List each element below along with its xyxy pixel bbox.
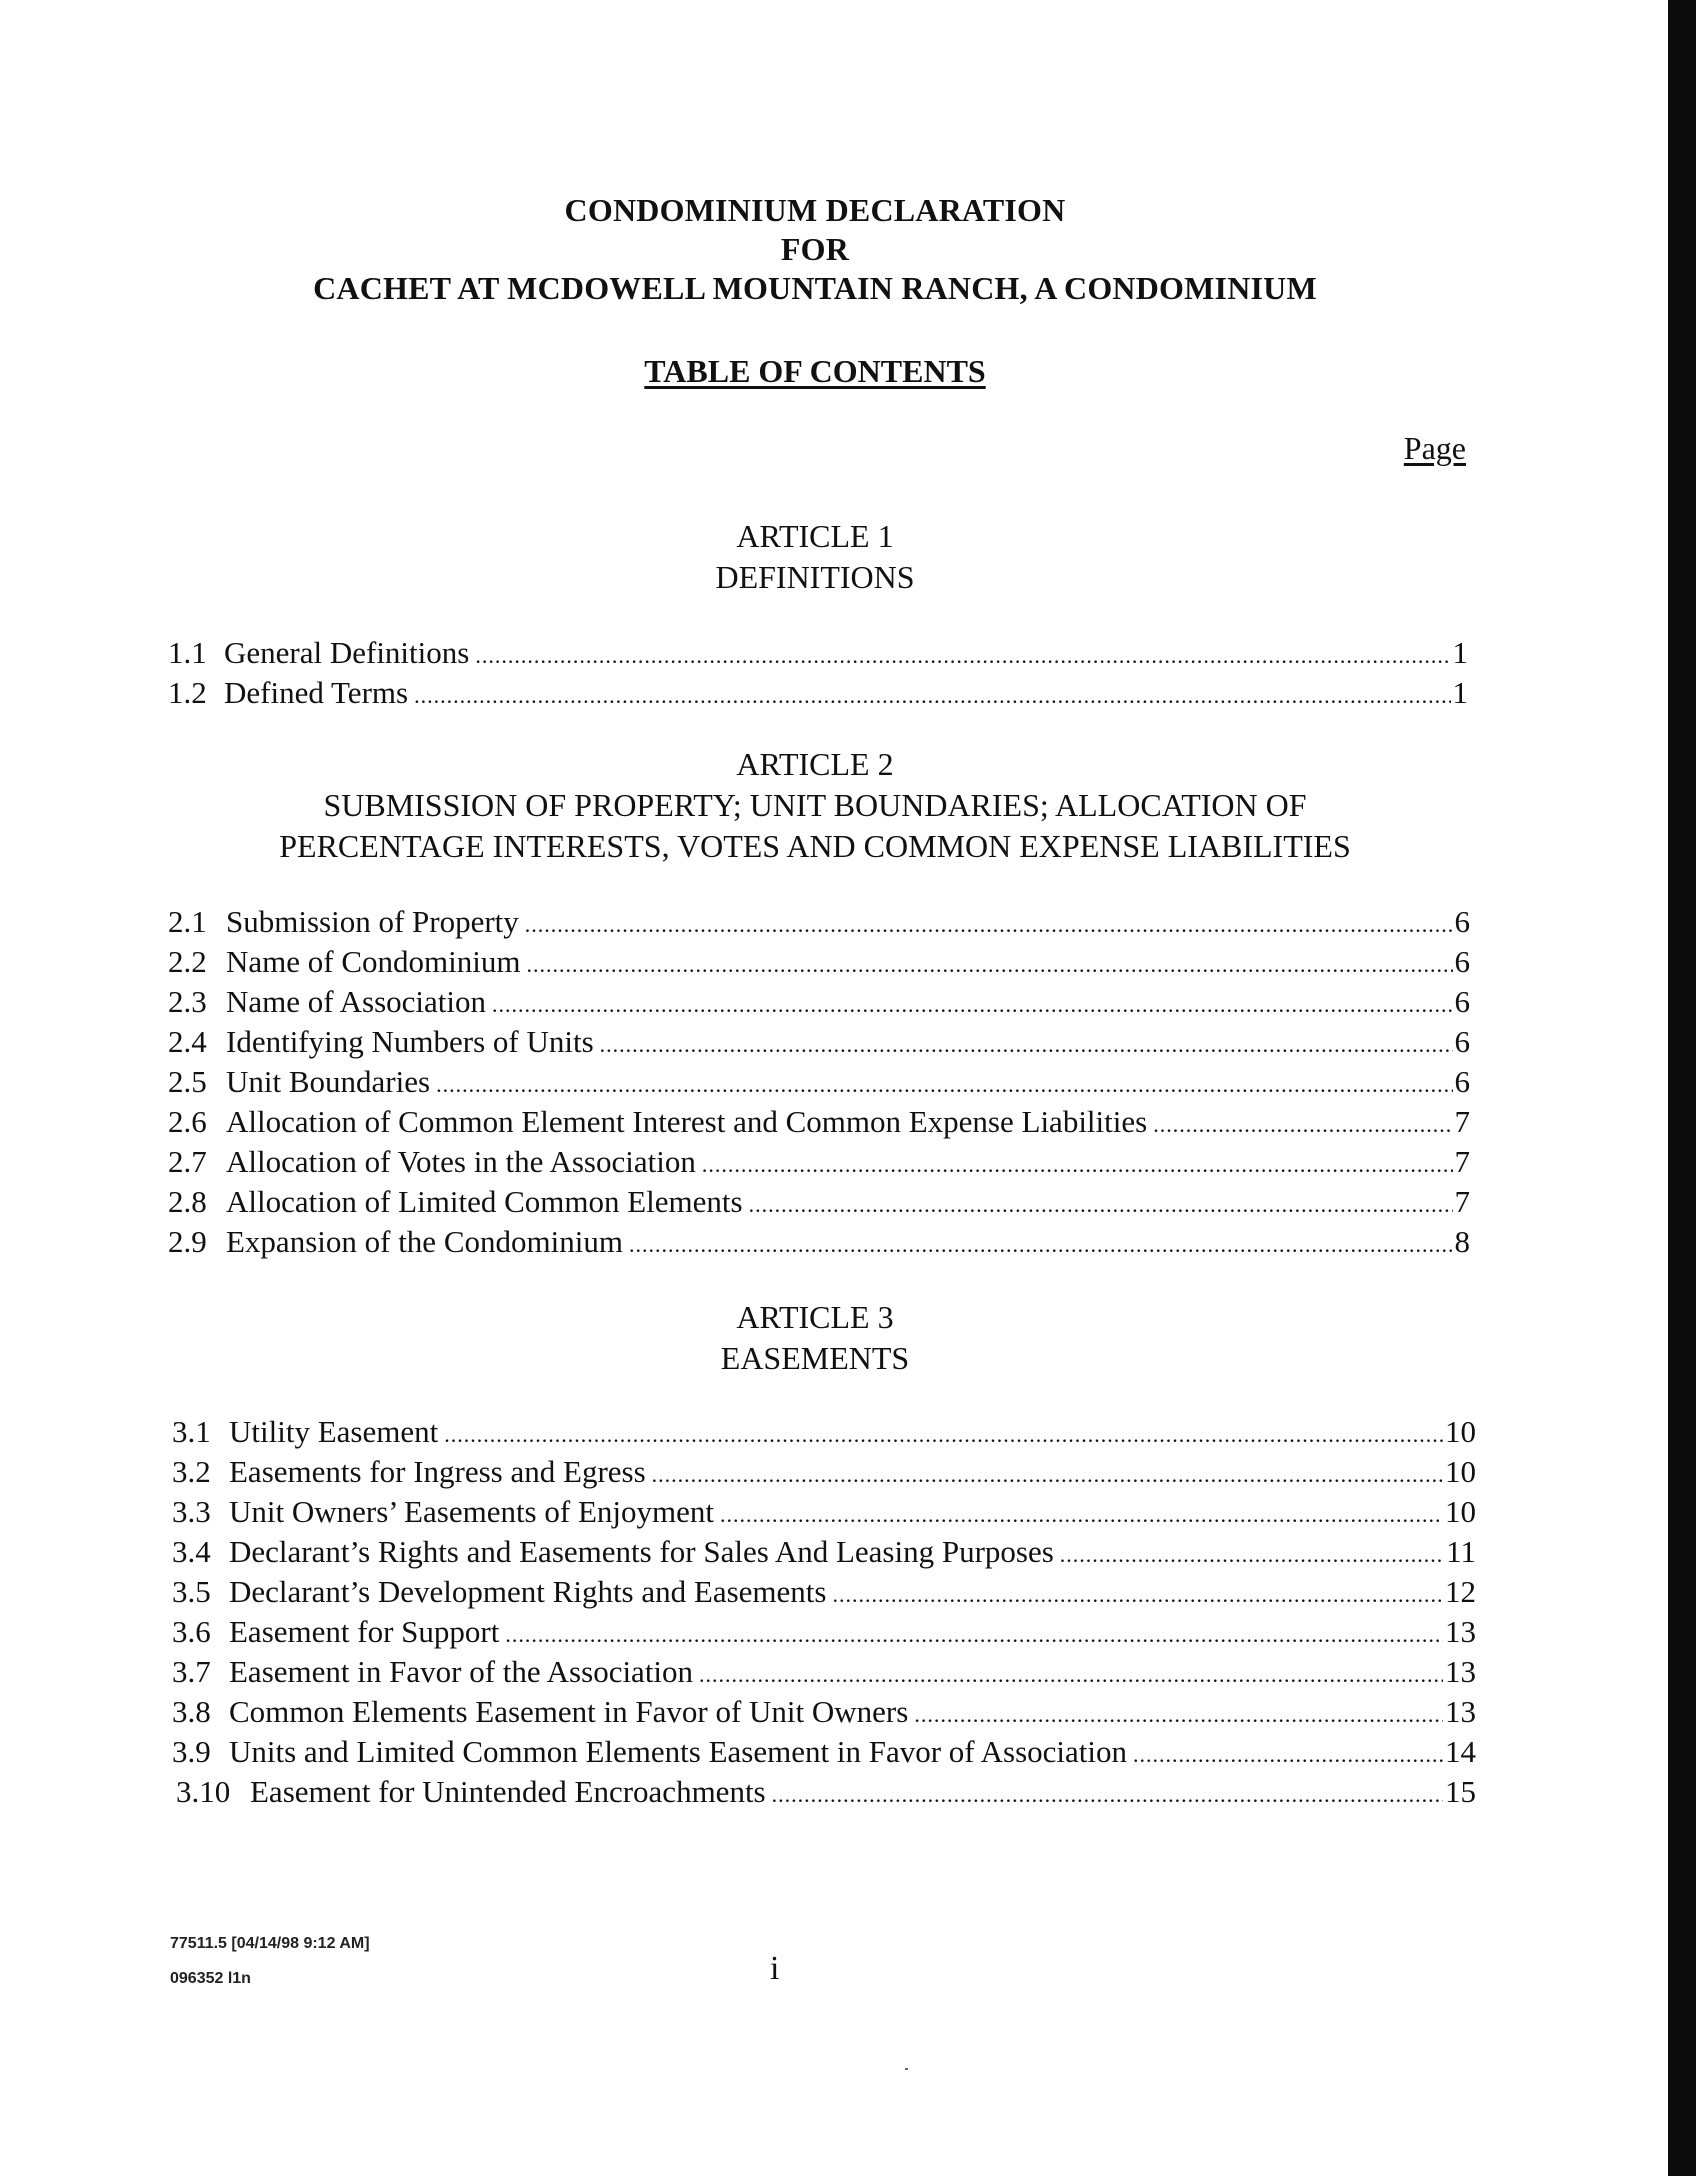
title-line-3: CACHET AT MCDOWELL MOUNTAIN RANCH, A CONDOMINIUM xyxy=(313,270,1317,306)
leader-dots xyxy=(525,912,1453,938)
entry-page: 13 xyxy=(1445,1694,1476,1729)
entry-page: 7 xyxy=(1454,1104,1470,1139)
leader-dots xyxy=(720,1502,1443,1528)
entry-title: Expansion of the Condominium xyxy=(226,1224,623,1259)
entry-page: 1 xyxy=(1452,675,1468,710)
toc-entry[interactable] xyxy=(168,1024,1470,1064)
entry-title: Unit Owners’ Easements of Enjoyment xyxy=(229,1494,714,1529)
leader-dots xyxy=(914,1702,1443,1728)
entry-page: 6 xyxy=(1454,984,1470,1019)
entry-number: 3.5 xyxy=(172,1574,211,1609)
article-3-heading: ARTICLE 3 xyxy=(736,1299,894,1335)
entry-page: 13 xyxy=(1445,1654,1476,1689)
toc-entry[interactable] xyxy=(168,1224,1470,1264)
entry-number: 1.1 xyxy=(168,635,207,670)
toc-entry[interactable] xyxy=(172,1574,1476,1614)
toc-heading xyxy=(0,353,1630,390)
entry-number: 2.7 xyxy=(168,1144,207,1179)
entry-number: 3.2 xyxy=(172,1454,211,1489)
toc-entry[interactable] xyxy=(172,1414,1476,1454)
entry-page: 11 xyxy=(1446,1534,1476,1569)
entry-title: Easements for Ingress and Egress xyxy=(229,1454,646,1489)
entry-number: 2.3 xyxy=(168,984,207,1019)
article-1-subtitle: DEFINITIONS xyxy=(715,559,915,595)
entry-page: 10 xyxy=(1445,1494,1476,1529)
entry-title: Allocation of Votes in the Association xyxy=(226,1144,696,1179)
toc-heading-text: TABLE OF CONTENTS xyxy=(644,353,986,389)
leader-dots xyxy=(629,1232,1453,1258)
entry-title: Defined Terms xyxy=(224,675,409,710)
entry-number: 2.2 xyxy=(168,944,207,979)
entry-number: 2.5 xyxy=(168,1064,207,1099)
leader-dots xyxy=(749,1192,1453,1218)
entry-title: Easement in Favor of the Association xyxy=(229,1654,694,1689)
toc-entry[interactable] xyxy=(172,1534,1476,1574)
footer-doc-code-2: 096352 l1n xyxy=(170,1970,251,1987)
entry-title: Utility Easement xyxy=(229,1414,439,1449)
entry-page: 7 xyxy=(1454,1184,1470,1219)
leader-dots xyxy=(702,1152,1453,1178)
entry-number: 2.4 xyxy=(168,1024,207,1059)
entry-title: Name of Condominium xyxy=(226,944,521,979)
entry-page: 8 xyxy=(1454,1224,1470,1259)
article-2-subtitle-1: SUBMISSION OF PROPERTY; UNIT BOUNDARIES; ALLOCATION OF xyxy=(323,787,1307,823)
leader-dots xyxy=(699,1662,1443,1688)
toc-entry[interactable] xyxy=(176,1774,1476,1814)
article-1-heading: ARTICLE 1 xyxy=(736,518,894,554)
title-line-2: FOR xyxy=(780,231,850,267)
entry-number: 3.8 xyxy=(172,1694,211,1729)
toc-entry[interactable] xyxy=(168,675,1468,715)
scan-speck xyxy=(905,2068,908,2070)
entry-number: 2.8 xyxy=(168,1184,207,1219)
toc-entry[interactable] xyxy=(168,944,1470,984)
entry-title: Allocation of Common Element Interest and Common Expense Liabilities xyxy=(226,1104,1148,1139)
leader-dots xyxy=(652,1462,1443,1488)
entry-title: Identifying Numbers of Units xyxy=(226,1024,594,1059)
toc-entry[interactable] xyxy=(172,1694,1476,1734)
entry-page: 14 xyxy=(1445,1734,1476,1769)
entry-number: 1.2 xyxy=(168,675,207,710)
entry-number: 3.6 xyxy=(172,1614,211,1649)
entry-page: 13 xyxy=(1445,1614,1476,1649)
page-column-label: Page xyxy=(1403,430,1466,466)
toc-entry[interactable] xyxy=(168,1184,1470,1224)
entry-title: Declarant’s Rights and Easements for Sales And Leasing Purposes xyxy=(229,1534,1054,1569)
entry-page: 1 xyxy=(1452,635,1468,670)
leader-dots xyxy=(1060,1542,1444,1568)
entry-page: 10 xyxy=(1445,1454,1476,1489)
entry-page: 6 xyxy=(1454,944,1470,979)
page-number: i xyxy=(770,1950,780,1987)
entry-number: 3.1 xyxy=(172,1414,211,1449)
toc-entry[interactable] xyxy=(168,1104,1470,1144)
leader-dots xyxy=(832,1582,1443,1608)
entry-number: 3.3 xyxy=(172,1494,211,1529)
entry-number: 3.4 xyxy=(172,1534,211,1569)
title-line-1: CONDOMINIUM DECLARATION xyxy=(564,192,1066,228)
leader-dots xyxy=(436,1072,1452,1098)
entry-page: 10 xyxy=(1445,1414,1476,1449)
entry-page: 7 xyxy=(1454,1144,1470,1179)
leader-dots xyxy=(600,1032,1453,1058)
entry-page: 6 xyxy=(1454,1024,1470,1059)
leader-dots xyxy=(526,952,1452,978)
entry-number: 2.6 xyxy=(168,1104,207,1139)
entry-number: 3.10 xyxy=(176,1774,231,1809)
leader-dots xyxy=(475,643,1450,669)
toc-entry[interactable] xyxy=(172,1654,1476,1694)
entry-title: Declarant’s Development Rights and Easements xyxy=(229,1574,827,1609)
article-2-heading: ARTICLE 2 xyxy=(736,746,894,782)
toc-entry[interactable] xyxy=(168,984,1470,1024)
entry-number: 3.9 xyxy=(172,1734,211,1769)
entry-page: 6 xyxy=(1454,904,1470,939)
leader-dots xyxy=(414,683,1450,709)
entry-number: 3.7 xyxy=(172,1654,211,1689)
toc-entry[interactable] xyxy=(172,1454,1476,1494)
footer-doc-code-1: 77511.5 [04/14/98 9:12 AM] xyxy=(170,1935,370,1952)
scan-edge-strip xyxy=(1668,0,1696,2176)
toc-entry[interactable] xyxy=(168,1144,1470,1184)
entry-title: Submission of Property xyxy=(226,904,519,939)
leader-dots xyxy=(772,1782,1443,1808)
entry-title: Name of Association xyxy=(226,984,487,1019)
entry-title: Common Elements Easement in Favor of Unit Owners xyxy=(229,1694,909,1729)
entry-title: Easement for Unintended Encroachments xyxy=(250,1774,766,1809)
toc-entry[interactable] xyxy=(168,635,1468,675)
toc-entry[interactable] xyxy=(168,1064,1470,1104)
leader-dots xyxy=(444,1422,1443,1448)
entry-number: 2.9 xyxy=(168,1224,207,1259)
article-3-subtitle: EASEMENTS xyxy=(720,1340,910,1376)
entry-title: Unit Boundaries xyxy=(226,1064,431,1099)
entry-page: 12 xyxy=(1445,1574,1476,1609)
toc-entry[interactable] xyxy=(172,1614,1476,1654)
leader-dots xyxy=(492,992,1452,1018)
entry-title: Units and Limited Common Elements Easement in Favor of Association xyxy=(229,1734,1128,1769)
toc-entry[interactable] xyxy=(168,904,1470,944)
entry-number: 2.1 xyxy=(168,904,207,939)
entry-page: 6 xyxy=(1454,1064,1470,1099)
entry-page: 15 xyxy=(1445,1774,1476,1809)
toc-entry[interactable] xyxy=(172,1494,1476,1534)
leader-dots xyxy=(1153,1112,1452,1138)
leader-dots xyxy=(505,1622,1443,1648)
article-2-subtitle-2: PERCENTAGE INTERESTS, VOTES AND COMMON EXPENSE LIABILITIES xyxy=(279,828,1351,864)
entry-title: Allocation of Limited Common Elements xyxy=(226,1184,743,1219)
toc-entry[interactable] xyxy=(172,1734,1476,1774)
leader-dots xyxy=(1133,1742,1443,1768)
entry-title: Easement for Support xyxy=(229,1614,500,1649)
entry-title: General Definitions xyxy=(224,635,470,670)
